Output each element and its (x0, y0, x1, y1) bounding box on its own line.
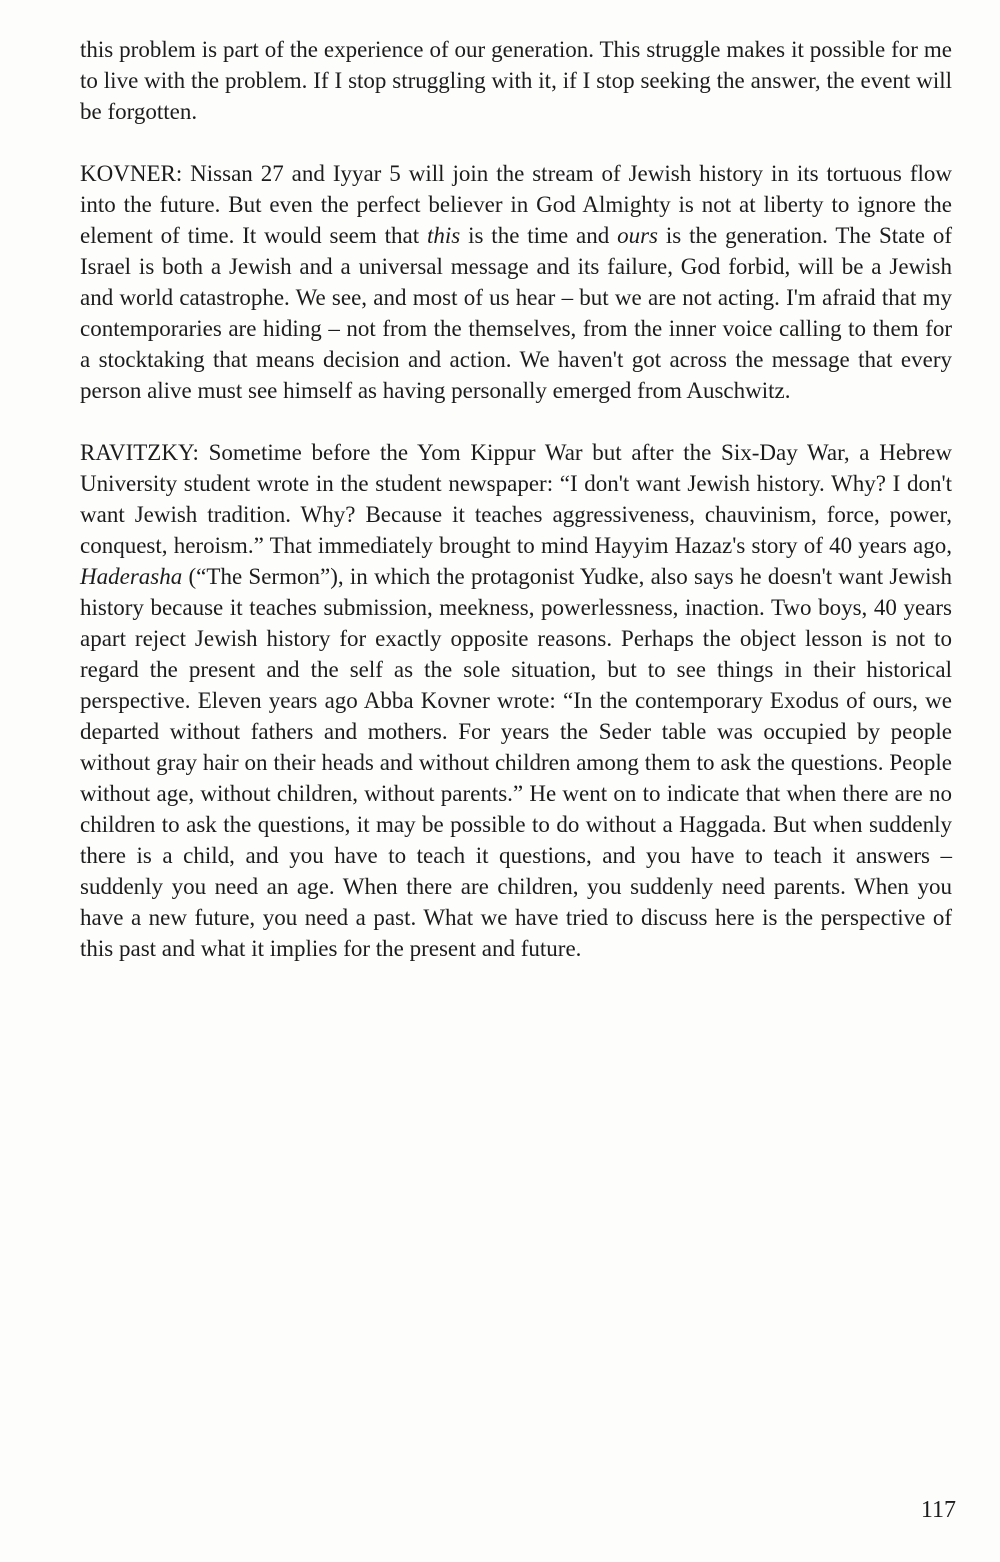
text-segment: KOVNER: Nissan 27 and Iyyar 5 will join the stream of Jewish history in its tortuous flow into the future. But even the perfect believer in God Almighty is not at liberty to ignore the element of time. It would seem that (80, 161, 952, 248)
text-segment: is the generation. The State of Israel is both a Jewish and a universal message and its failure, God forbid, will be a Jewish and world catastrophe. We see, and most of us hear – but we are not acting. I'm afraid that my contemporaries are hiding – not from the themselves, from the inner voice calling to them for a stocktaking that means decision and action. We haven't got across the message that every person alive must see himself as having personally emerged from Auschwitz. (80, 223, 952, 403)
paragraph-ravitzky (80, 437, 952, 964)
paragraph-continuation (80, 34, 952, 127)
text-segment: this problem is part of the experience of our generation. This struggle makes it possible for me to live with the problem. If I stop struggling with it, if I stop seeking the answer, the event will be forgotten. (80, 37, 952, 124)
text-segment: RAVITZKY: Sometime before the Yom Kippur War but after the Six-Day War, a Hebrew University student wrote in the student newspaper: “I don't want Jewish history. Why? I don't want Jewish tradition. Why? Because it teaches aggressiveness, chauvinism, force, power, conquest, heroism.” That immediately brought to mind Hayyim Hazaz's story of 40 years ago, (80, 440, 952, 558)
text-segment: (“The Sermon”), in which the protagonist Yudke, also says he doesn't want Jewish history because it teaches submission, meekness, powerlessness, inaction. Two boys, 40 years apart reject Jewish history for exactly opposite reasons. Perhaps the object lesson is not to regard the present and the self as the sole situation, but to see things in their historical perspective. Eleven years ago Abba Kovner wrote: “In the contemporary Exodus of ours, we departed without fathers and mothers. For years the Seder table was occupied by people without gray hair on their heads and without children among them to ask the questions. People without age, without children, without parents.” He went on to indicate that when there are no children to ask the questions, it may be possible to do without a Haggada. But when suddenly there is a child, and you have to teach it questions, and you have to teach it answers – suddenly you need an age. When there are children, you suddenly need parents. When you have a new future, you need a past. What we have tried to discuss here is the perspective of this past and what it implies for the present and future. (80, 564, 952, 961)
italic-title: Haderasha (80, 564, 183, 589)
text-segment: is the time and (460, 223, 618, 248)
page-number: 117 (920, 1497, 956, 1523)
italic-emphasis: this (426, 223, 461, 248)
paragraph-kovner (80, 158, 952, 406)
body-text (80, 34, 952, 995)
italic-emphasis: ours (617, 223, 659, 248)
